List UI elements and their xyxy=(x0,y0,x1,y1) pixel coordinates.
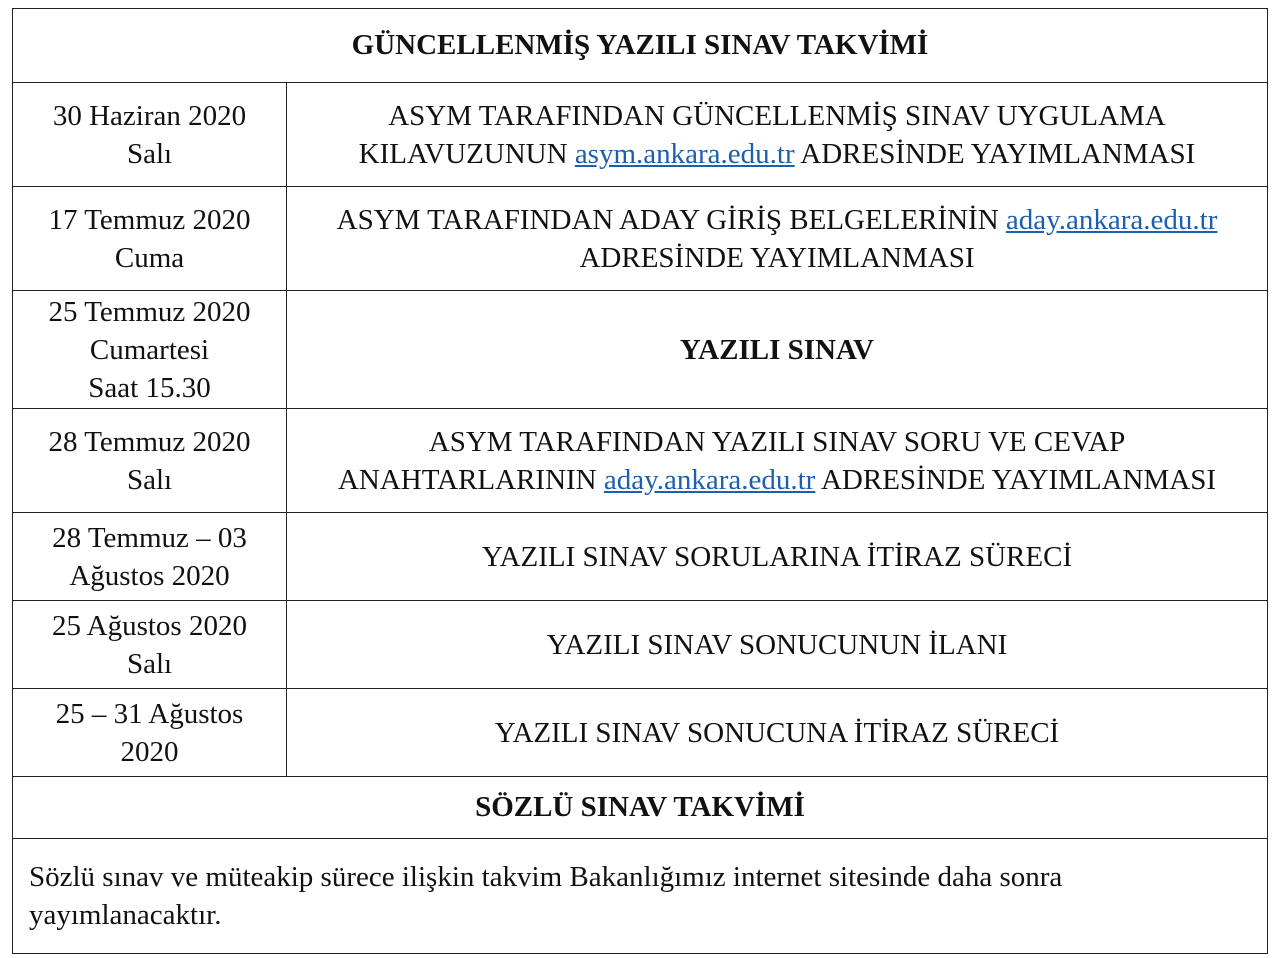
date-cell: 25 Ağustos 2020 Salı xyxy=(13,601,287,688)
date-cell: 30 Haziran 2020 Salı xyxy=(13,83,287,186)
description-cell: YAZILI SINAV SONUCUNA İTİRAZ SÜRECİ xyxy=(494,716,1060,749)
date-cell: 25 Temmuz 2020 Cumartesi Saat 15.30 xyxy=(13,291,287,408)
table-row xyxy=(13,409,1267,513)
date-cell: 28 Temmuz – 03 Ağustos 2020 xyxy=(13,513,287,600)
oral-exam-note: Sözlü sınav ve müteakip sürece ilişkin takvim Bakanlığımız internet sitesinde daha sonra yayımlanacaktır. xyxy=(29,861,1063,931)
table-row xyxy=(13,513,1267,601)
schedule-table xyxy=(12,8,1268,954)
description-cell: YAZILI SINAV SONUCUNUN İLANI xyxy=(546,628,1008,661)
table-row xyxy=(13,689,1267,777)
table-row xyxy=(13,83,1267,187)
description-cell: YAZILI SINAV SORULARINA İTİRAZ SÜRECİ xyxy=(481,540,1073,573)
date-cell: 17 Temmuz 2020 Cuma xyxy=(13,187,287,290)
table-row xyxy=(13,187,1267,291)
asym-link[interactable]: asym.ankara.edu.tr xyxy=(574,137,795,170)
aday-link[interactable]: aday.ankara.edu.tr xyxy=(603,463,816,496)
aday-link[interactable]: aday.ankara.edu.tr xyxy=(1005,203,1218,236)
description-cell: ASYM TARAFINDAN YAZILI SINAV SORU VE CEVAP ANAHTARLARININ aday.ankara.edu.tr ADRESİNDE YAYIMLANMASI xyxy=(337,425,1217,496)
table-row xyxy=(13,601,1267,689)
table-row xyxy=(13,291,1267,409)
date-cell: 28 Temmuz 2020 Salı xyxy=(13,409,287,512)
oral-exam-title: SÖZLÜ SINAV TAKVİMİ xyxy=(13,777,1267,839)
description-cell: ASYM TARAFINDAN ADAY GİRİŞ BELGELERİNİN aday.ankara.edu.tr ADRESİNDE YAYIMLANMASI xyxy=(336,203,1218,274)
description-cell: ASYM TARAFINDAN GÜNCELLENMİŞ SINAV UYGULAMA KILAVUZUNUN asym.ankara.edu.tr ADRESİNDE YAYIMLANMASI xyxy=(358,99,1196,170)
table-title: GÜNCELLENMİŞ YAZILI SINAV TAKVİMİ xyxy=(13,9,1267,83)
date-cell: 25 – 31 Ağustos 2020 xyxy=(13,689,287,776)
description-cell: YAZILI SINAV xyxy=(679,333,875,366)
